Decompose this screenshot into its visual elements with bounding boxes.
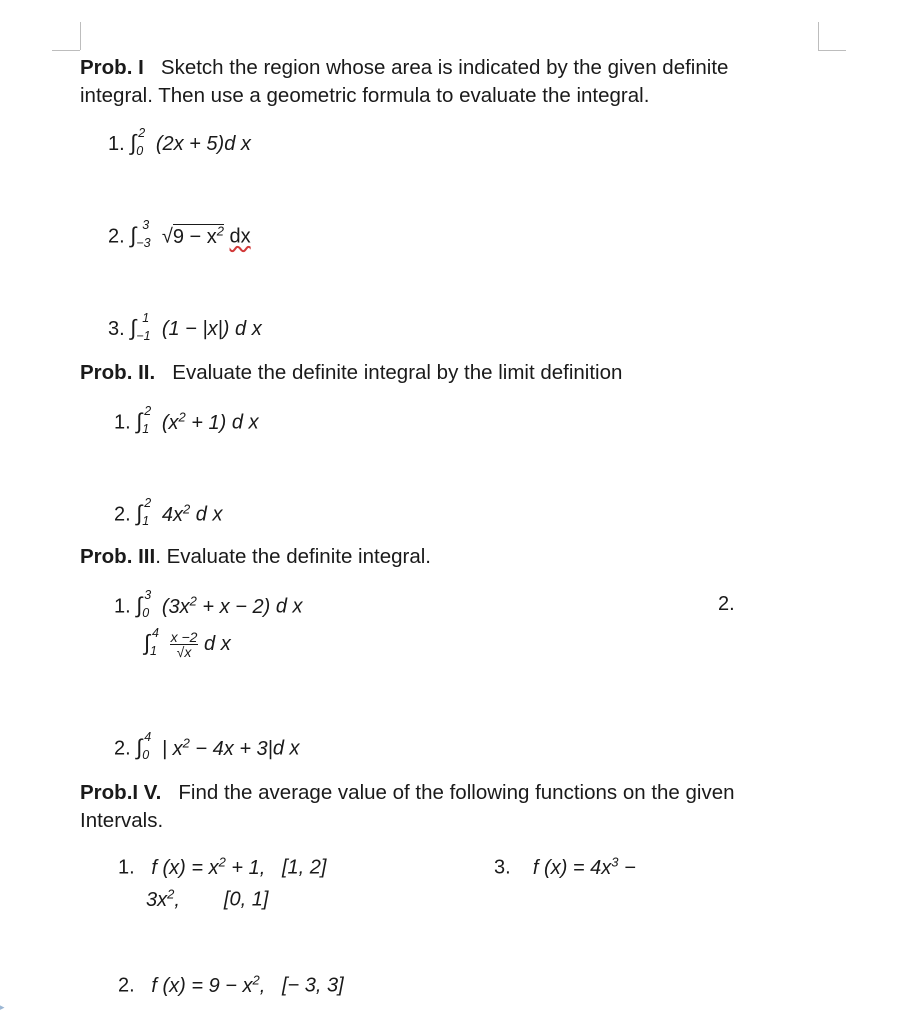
item-number: 1. bbox=[118, 856, 135, 879]
function-definition: f $(x) = x^2 + 1$, bbox=[151, 854, 266, 879]
exponent: 2 bbox=[216, 223, 224, 238]
integral-sign: ∫ bbox=[130, 222, 137, 248]
upper-limit: 3 bbox=[142, 218, 150, 233]
prob3-instruction: . Evaluate the definite integral. bbox=[155, 545, 431, 568]
upper-limit: 4 bbox=[152, 625, 159, 640]
item-number: 2. bbox=[114, 737, 131, 760]
lower-limit: −3 bbox=[136, 236, 151, 251]
exponent: 2 bbox=[189, 593, 197, 608]
prob3-item-2-number: 2. bbox=[718, 593, 735, 615]
item-number: 1. bbox=[114, 411, 131, 434]
interval: [− 3, 3] bbox=[281, 974, 344, 997]
crop-mark-top-right-horizontal bbox=[818, 50, 846, 51]
differential: d x bbox=[235, 318, 262, 340]
exponent: 2 bbox=[178, 409, 186, 424]
prob2-label: Prob. II. bbox=[80, 361, 156, 384]
prob4-item-3-continuation bbox=[146, 887, 268, 910]
integral-sign: ∫ bbox=[130, 315, 137, 340]
integral-sign: ∫ bbox=[144, 629, 151, 655]
fraction bbox=[170, 630, 199, 659]
sqrt-icon: √ bbox=[161, 225, 173, 248]
item-number: 3. bbox=[108, 318, 125, 340]
integrand: (1 − |x|) bbox=[161, 318, 230, 340]
item-number: 1. bbox=[114, 595, 131, 618]
prob2-instruction: Evaluate the definite integral by the limit definition bbox=[172, 361, 623, 384]
integrand: | $x^2 - 4x + 3|$ bbox=[161, 735, 273, 760]
lower-limit: 1 bbox=[142, 422, 150, 437]
page-corner-marker: ▸ bbox=[0, 1002, 5, 1012]
prob3-label: Prob. III bbox=[80, 545, 156, 568]
item-number: 1. bbox=[108, 133, 125, 155]
item-number: 2. bbox=[108, 225, 125, 248]
upper-limit: 2 bbox=[144, 404, 152, 419]
integrand: $4x^2$ bbox=[161, 501, 191, 526]
upper-limit: 4 bbox=[144, 730, 152, 745]
exponent: 2 bbox=[252, 972, 260, 987]
integral-sign: ∫ bbox=[136, 408, 143, 434]
prob3-item-3 bbox=[114, 730, 300, 763]
prob4-item-2 bbox=[118, 973, 344, 996]
differential: d x bbox=[204, 632, 231, 655]
prob4-item-3 bbox=[494, 855, 636, 878]
upper-limit: 2 bbox=[138, 125, 146, 140]
crop-mark-top-left-vertical bbox=[80, 22, 81, 50]
upper-limit: 2 bbox=[144, 496, 152, 511]
prob3-item-2 bbox=[144, 625, 231, 660]
item-number: 2. bbox=[118, 974, 135, 997]
integrand: $(3x^2 + x - 2)$ bbox=[161, 593, 271, 618]
prob1-heading bbox=[80, 58, 728, 79]
integrand: $(x^2 + 1)$ bbox=[161, 409, 227, 434]
item-number: 3. bbox=[494, 856, 511, 879]
prob4-instruction-line1: Find the average value of the following functions on the given bbox=[178, 781, 735, 804]
function-definition: f $(x) = 4x^3$ − bbox=[532, 854, 636, 879]
prob2-heading bbox=[80, 363, 622, 384]
prob2-item-2 bbox=[114, 496, 223, 529]
prob1-item-2 bbox=[108, 218, 251, 251]
prob4-item-1 bbox=[118, 855, 326, 878]
lower-limit: 1 bbox=[150, 643, 157, 658]
prob1-item-1 bbox=[108, 125, 251, 158]
function-continuation: $3x^2$, bbox=[146, 886, 180, 911]
prob4-instruction-line2: Intervals. bbox=[80, 809, 164, 832]
fraction-denominator: √x bbox=[176, 644, 192, 660]
differential: dx bbox=[229, 225, 251, 248]
fraction-numerator: x −2 bbox=[170, 629, 198, 645]
item-number: 2. bbox=[114, 503, 131, 526]
prob1-instruction-line2: integral. Then use a geometric formula to evaluate the integral. bbox=[80, 84, 650, 107]
upper-limit: 1 bbox=[142, 310, 150, 325]
integral-sign: ∫ bbox=[136, 592, 143, 618]
differential: d x bbox=[231, 411, 259, 434]
integral-sign: ∫ bbox=[136, 500, 143, 526]
radicand: 9 − x bbox=[172, 225, 217, 248]
lower-limit: −1 bbox=[136, 328, 151, 343]
crop-mark-top-left-horizontal bbox=[52, 50, 80, 51]
exponent: 2 bbox=[167, 886, 175, 901]
differential: d x bbox=[272, 737, 300, 760]
exponent: 2 bbox=[182, 735, 190, 750]
lower-limit: 0 bbox=[142, 606, 150, 621]
differential: d x bbox=[195, 503, 223, 526]
upper-limit: 3 bbox=[144, 588, 152, 603]
prob1-label: Prob. I bbox=[80, 56, 144, 79]
exponent: 3 bbox=[611, 854, 619, 869]
integral-sign: ∫ bbox=[136, 734, 143, 760]
lower-limit: 0 bbox=[142, 748, 150, 763]
differential: d x bbox=[275, 595, 303, 618]
lower-limit: 0 bbox=[136, 143, 144, 158]
differential: d x bbox=[224, 133, 251, 155]
exponent: 2 bbox=[218, 854, 226, 869]
prob4-heading bbox=[80, 783, 735, 804]
interval: [0, 1] bbox=[223, 888, 269, 911]
exponent: 2 bbox=[182, 501, 191, 516]
prob3-heading bbox=[80, 547, 431, 568]
integrand: (2x + 5) bbox=[155, 133, 225, 155]
integral-sign: ∫ bbox=[130, 130, 137, 155]
prob2-item-1 bbox=[114, 404, 259, 437]
prob1-item-3 bbox=[108, 310, 262, 343]
prob1-instruction-line1: Sketch the region whose area is indicated by the given definite bbox=[160, 56, 729, 79]
lower-limit: 1 bbox=[142, 514, 150, 529]
prob3-item-1 bbox=[114, 588, 303, 621]
crop-mark-top-right-vertical bbox=[818, 22, 819, 50]
function-definition: f $(x) = 9 - x^2$, bbox=[151, 972, 266, 997]
interval: [1, 2] bbox=[281, 856, 327, 879]
prob4-label: Prob.I V. bbox=[80, 781, 162, 804]
